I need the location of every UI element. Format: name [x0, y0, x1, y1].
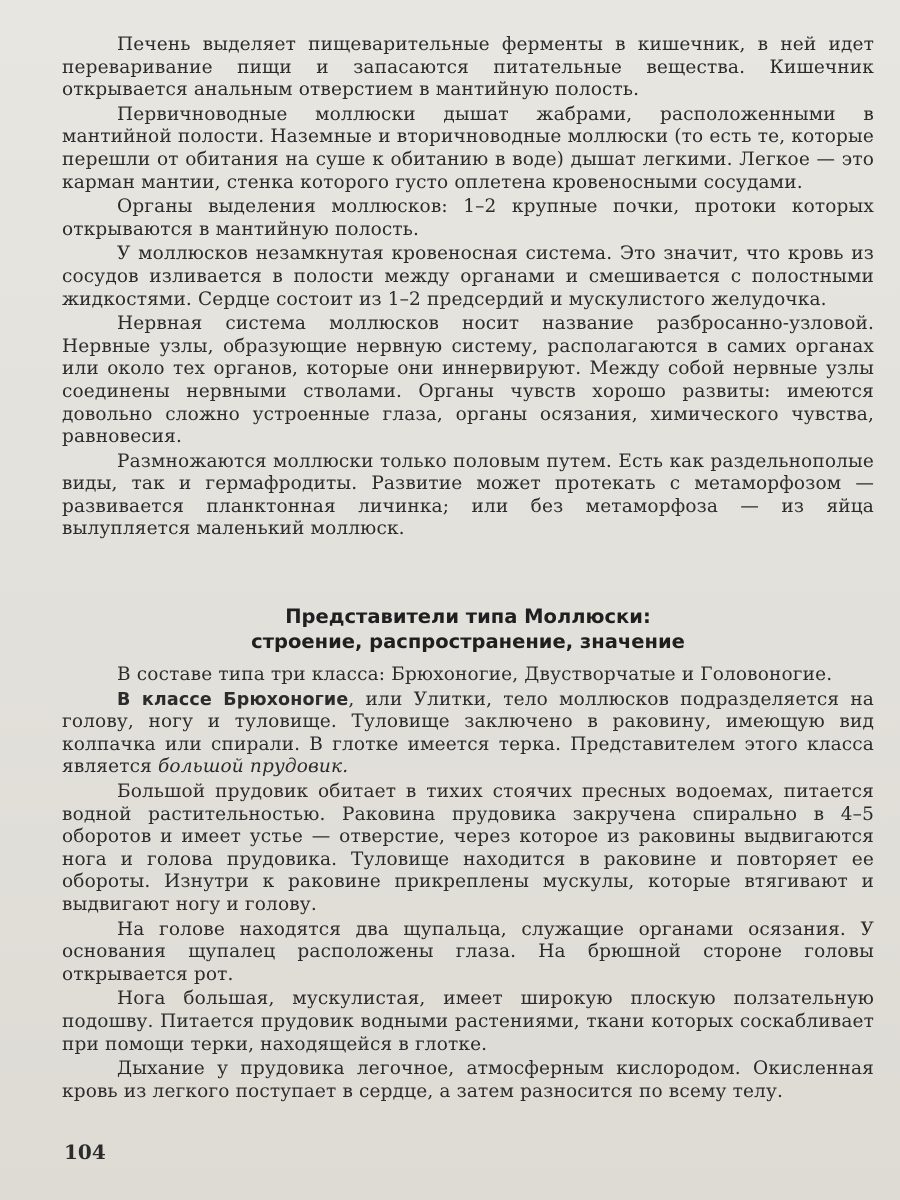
term-pond-snail: большой прудовик.	[157, 756, 349, 778]
paragraph-liver: Печень выделяет пищеварительные ферменты в кишечник, в ней идет переваривание пищи и запасаются питательные вещества. Кишечник открывается анальным отверстием в мантийную полость.	[62, 34, 874, 101]
paragraph-foot: Нога большая, мускулистая, имеет широкую плоскую ползательную подошву. Питается прудовик водными растениями, ткани которых соскабливает при помощи терки, находящейся в глотке.	[62, 988, 874, 1055]
paragraph-circulation: У моллюсков незамкнутая кровеносная система. Это значит, что кровь из сосудов изливается в полости между органами и смешивается с полостными жидкостями. Сердце состоит из 1–2 предсердий и мускулистого желудочка.	[62, 243, 874, 310]
paragraph-pond-snail-habitat: Большой прудовик обитает в тихих стоячих пресных водоемах, питается водной растительностью. Раковина прудовика закручена спирально в 4–5 оборотов и имеет устье — отверстие, через которое из раковины выдвигаются нога и голова прудовика. Туловище находится в раковине и повторяет ее обороты. Изнутри к раковине прикреплены мускулы, которые втягивают и выдвигают ногу и голову.	[62, 780, 874, 915]
text-block-top	[62, 34, 874, 543]
paragraph-reproduction: Размножаются моллюски только половым путем. Есть как раздельнополые виды, так и гермафродиты. Развитие может протекать с метаморфозом — развивается планктонная личинка; или без метаморфоза — из яйца вылупляется маленький моллюск.	[62, 450, 874, 540]
page-number: 104	[64, 1140, 106, 1164]
section-heading-line-1: Представители типа Моллюски:	[285, 605, 651, 628]
text-block-bottom	[62, 664, 874, 1105]
paragraph-classes: В составе типа три класса: Брюхоногие, Двустворчатые и Головоногие.	[117, 664, 833, 685]
section-heading-line-2: строение, распространение, значение	[251, 630, 685, 653]
paragraph-gastropods-text: , или Улитки, тело моллюсков подразделяется на голову, ногу и туловище. Туловище заключено в раковину, имеющую вид колпачка или спирали. В глотке имеется терка. Представителем этого класса является	[62, 688, 874, 778]
paragraph-nervous-system: Нервная система моллюсков носит название разбросанно-узловой. Нервные узлы, образующие нервную систему, располагаются в самих органах или около тех органов, которые они иннервируют. Между собой нервные узлы соединены нервными стволами. Органы чувств хорошо развиты: имеются довольно сложно устроенные глаза, органы осязания, химического чувства, равновесия.	[62, 313, 874, 448]
term-gastropods: В классе Брюхоногие	[117, 689, 349, 710]
paragraph-gastropods	[62, 689, 874, 779]
section-heading	[62, 604, 874, 654]
paragraph-breathing: Дыхание у прудовика легочное, атмосферным кислородом. Окисленная кровь из легкого поступает в сердце, а затем разносится по всему телу.	[62, 1058, 874, 1102]
paragraph-respiration: Первичноводные моллюски дышат жабрами, расположенными в мантийной полости. Наземные и вторичноводные моллюски (то есть те, которые перешли от обитания на суше к обитанию в воде) дышат легкими. Легкое — это карман мантии, стенка которого густо оплетена кровеносными сосудами.	[62, 103, 874, 193]
paragraph-head: На голове находятся два щупальца, служащие органами осязания. У основания щупалец расположены глаза. На брюшной стороне головы открывается рот.	[62, 918, 874, 985]
paragraph-excretion: Органы выделения моллюсков: 1–2 крупные почки, протоки которых открываются в мантийную полость.	[62, 196, 874, 240]
